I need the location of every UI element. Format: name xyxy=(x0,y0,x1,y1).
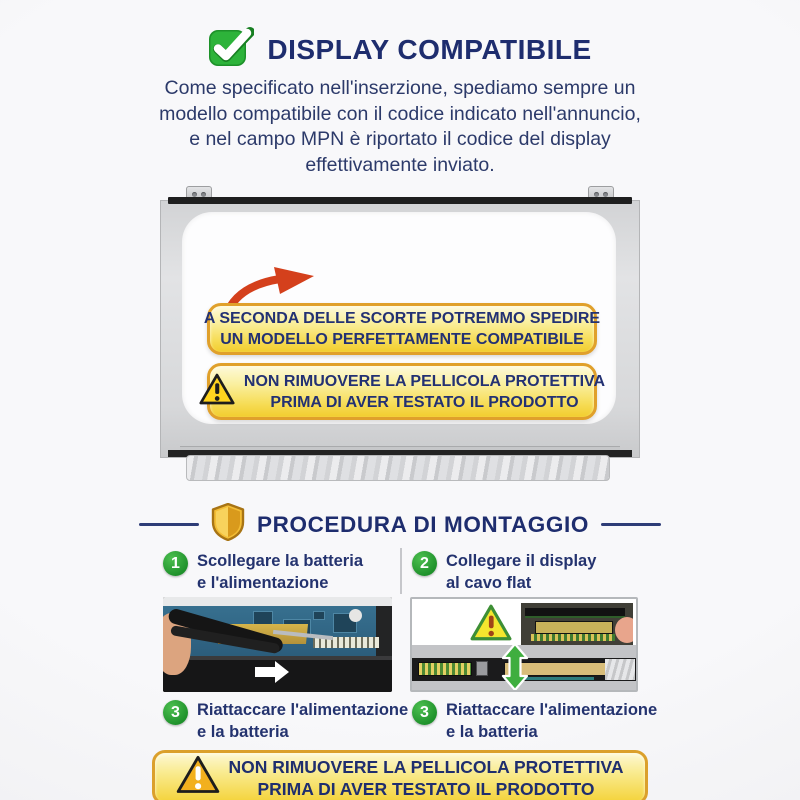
step-3-text: Riattaccare l'alimentazione xyxy=(197,701,409,719)
intro-paragraph xyxy=(110,76,690,178)
step-3-badge: 3 xyxy=(163,700,188,725)
warning-triangle-icon xyxy=(199,373,235,411)
intro-line: e nel campo MPN è riportato il codice del display xyxy=(189,128,611,150)
connector-closeup-inset xyxy=(521,603,633,645)
procedure-header xyxy=(0,503,800,546)
step-3-text: Riattaccare l'alimentazione xyxy=(446,701,658,719)
column-divider xyxy=(400,548,402,594)
intro-line: effettivamente inviato. xyxy=(305,153,495,176)
divider-line-right xyxy=(601,523,661,526)
intro-line: modello compatibile con il codice indicato nell'annuncio, xyxy=(159,102,641,125)
panel-top-edge xyxy=(168,197,632,204)
step-3-right: 3 Riattaccare l'alimentazione e la batteria xyxy=(412,699,646,743)
battery-disconnect-photo xyxy=(163,597,392,692)
step-3-left: 3 Riattaccare l'alimentazione e la batteria xyxy=(163,699,397,743)
step-1-badge: 1 xyxy=(163,551,188,576)
page-title: DISPLAY COMPATIBILE xyxy=(267,33,592,65)
film-warning-line: PRIMA DI AVER TESTATO IL PRODOTTO xyxy=(270,393,579,411)
shield-icon xyxy=(211,503,245,546)
footer-warning-banner xyxy=(152,750,648,800)
warning-triangle-icon xyxy=(470,604,512,642)
stock-notice-line: A SECONDA DELLE SCORTE POTREMMO SPEDIRE xyxy=(203,310,601,327)
foil-cable-cover xyxy=(186,455,610,481)
step-2: 2 Collegare il display al cavo flat xyxy=(412,550,640,594)
footer-warning-line: PRIMA DI AVER TESTATO IL PRODOTTO xyxy=(257,778,595,799)
white-arrow-icon xyxy=(255,661,291,683)
step-1: 1 Scollegare la batteria e l'alimentazione xyxy=(163,550,395,594)
green-double-arrow-icon xyxy=(500,643,530,691)
footer-warning-line: NON RIMUOVERE LA PELLICOLA PROTETTIVA xyxy=(228,756,624,777)
fingertip xyxy=(615,617,633,643)
lcd-panel-photo xyxy=(160,184,640,484)
procedure-title: PROCEDURA DI MONTAGGIO xyxy=(257,511,589,537)
film-warning-line: NON RIMUOVERE LA PELLICOLA PROTETTIVA xyxy=(243,372,606,390)
step-2-badge: 2 xyxy=(412,551,437,576)
stock-notice-line: UN MODELLO PERFETTAMENTE COMPATIBILE xyxy=(220,331,584,348)
stock-notice-label xyxy=(203,303,601,355)
step-2-text: Collegare il display xyxy=(446,552,597,570)
header xyxy=(0,26,800,73)
display-connector-pcb xyxy=(418,662,472,676)
flat-cable-connect-photo xyxy=(410,597,638,692)
checkmark-icon xyxy=(208,26,254,73)
divider-line-left xyxy=(139,523,199,526)
warning-triangle-icon xyxy=(176,755,220,800)
intro-line: Come specificato nell'inserzione, spediamo sempre un xyxy=(164,77,636,99)
step-1-text: Scollegare la batteria xyxy=(197,552,363,570)
step-3-badge: 3 xyxy=(412,700,437,725)
film-warning-label xyxy=(207,363,606,420)
